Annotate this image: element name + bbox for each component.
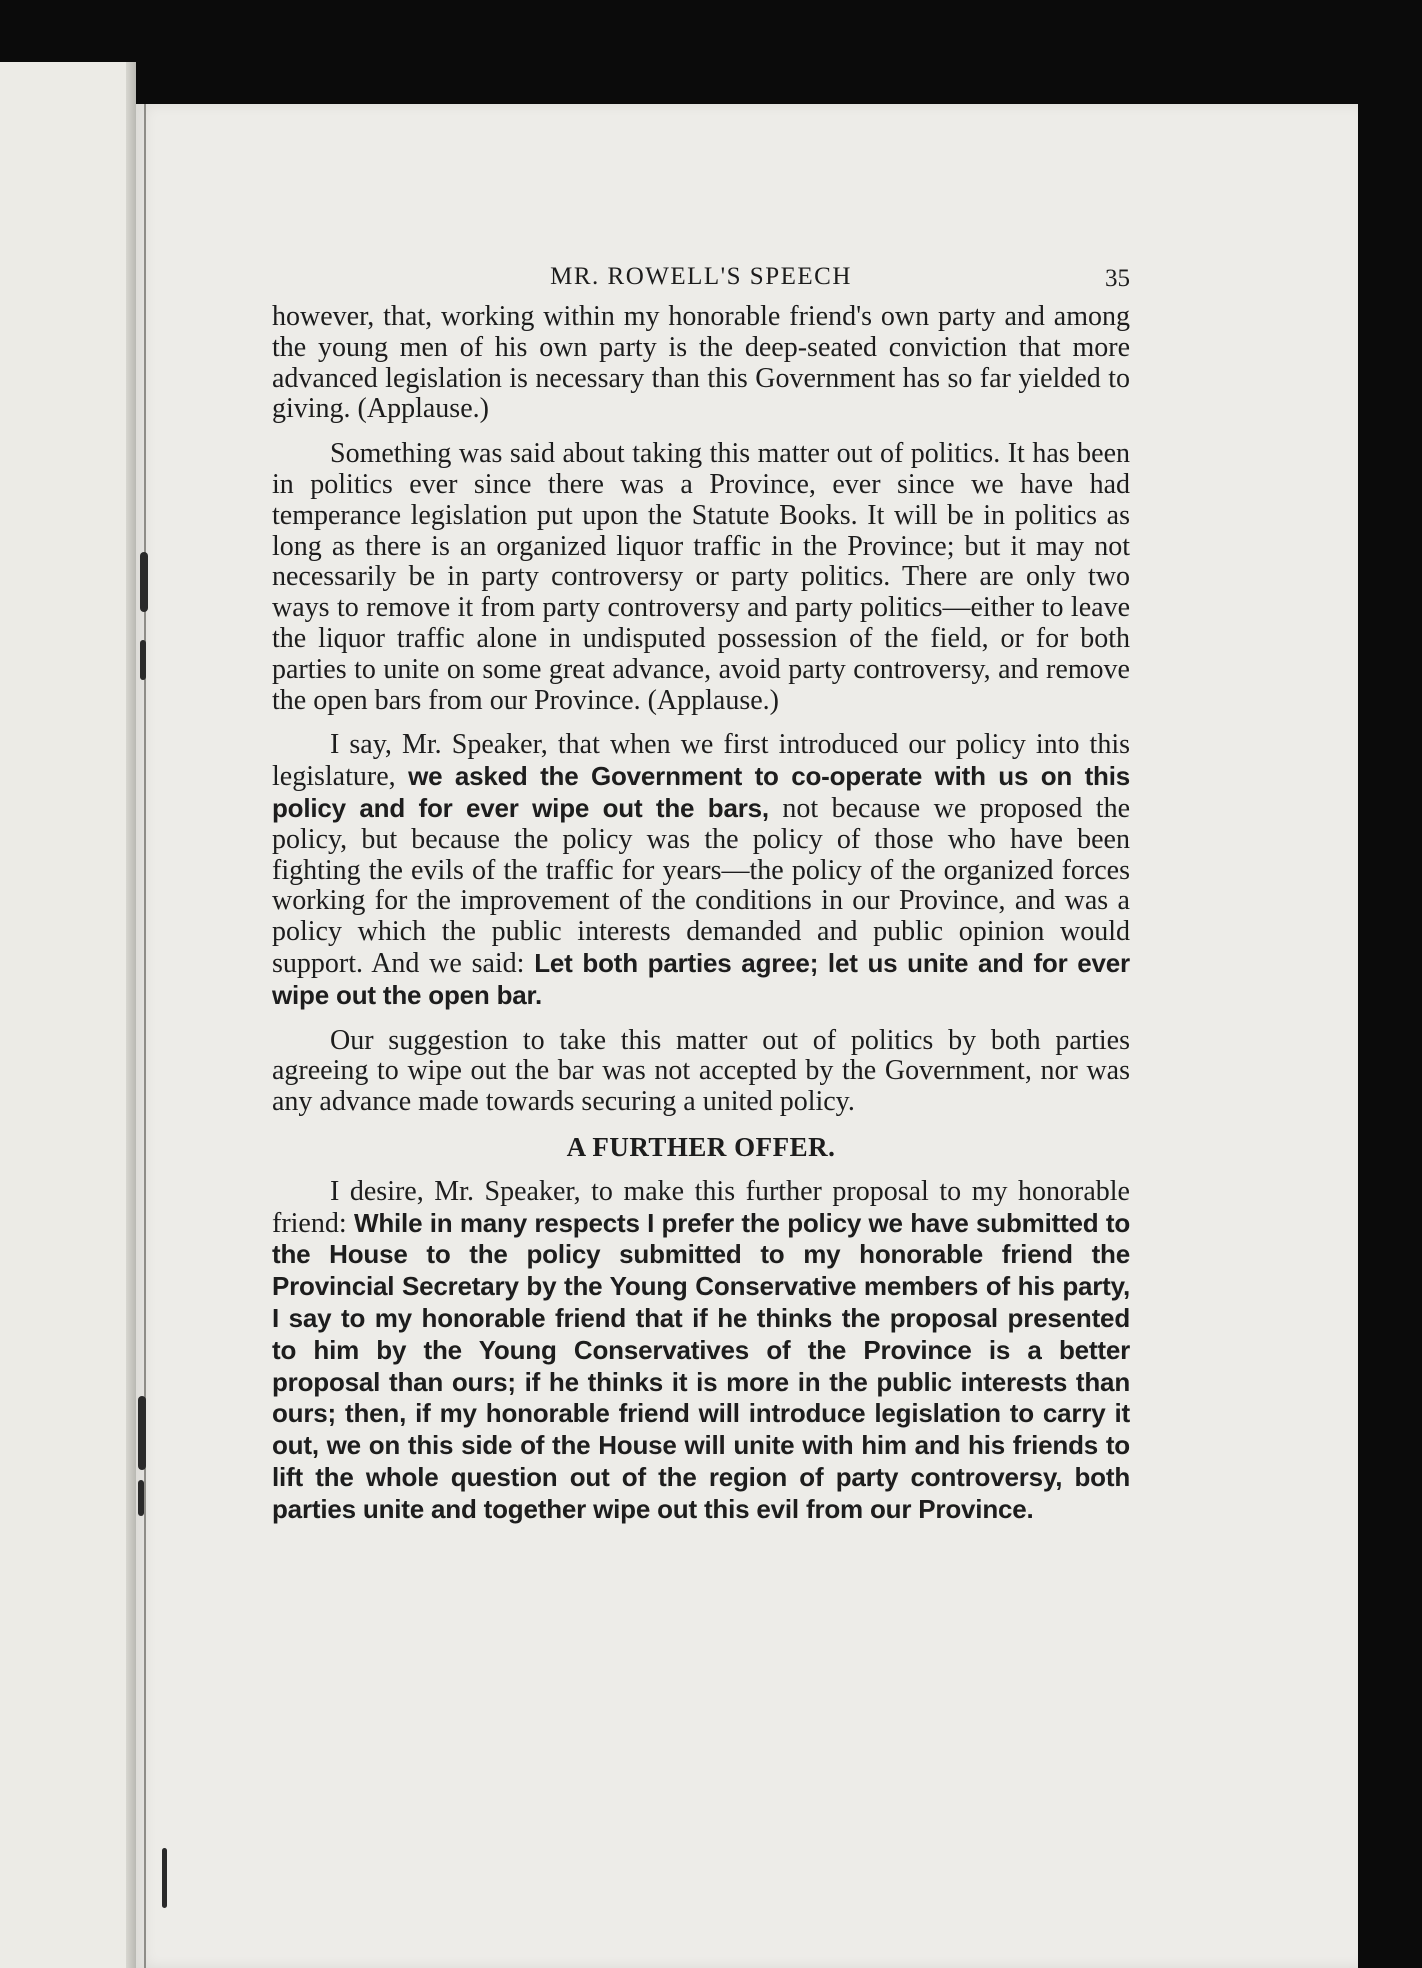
paragraph (272, 439, 1130, 716)
text-run: Something was said about taking this matter out of politics. It has been in politics ever since there was a Province, ever since we have had temperance legislation put upon the Statute Books. It will be in politics as long as there is an organized liquor traffic in the Province; but it may not necessarily be in party controversy or party politics. There are only two ways to remove it from party controversy and party politics—either to leave the liquor traffic alone in undisputed possession of the field, or for both parties to unite on some great advance, avoid party controversy, and remove the open bars from our Province. (Applause.) (272, 438, 1130, 716)
gutter-line (144, 104, 146, 1968)
running-title: MR. ROWELL'S SPEECH (550, 263, 852, 290)
paragraph (272, 1026, 1130, 1118)
section-heading: A FURTHER OFFER. (566, 1131, 836, 1162)
binding-mark (162, 1848, 167, 1908)
binding-mark (140, 640, 146, 680)
bold-text: While in many respects I prefer the policy we have submitted to the House to the policy submitted to my honorable friend the Provincial Secretary by the Young Conservative members of his party, I say to my honorable friend that if he thinks the proposal presented to him by the Young Conservatives of the Province is a better proposal than ours; if he thinks it is more in the public interests than ours; then, if my honorable friend will introduce legislation to carry it out, we on this side of the House will unite with him and his friends to lift the whole question out of the region of party controversy, both parties unite and together wipe out this evil from our Province. (272, 1207, 1131, 1524)
page-number: 35 (1105, 265, 1130, 292)
bold-text: Let both parties agree; let us unite and for ever wipe out the open bar. (272, 947, 1130, 1010)
bold-text: we asked the Government to co-operate with us on this policy and for ever wipe out the bars, (272, 761, 1130, 823)
text-run: I say, Mr. Speaker, that when we first introduced our policy into this legislature, (272, 729, 1130, 793)
page-content (272, 262, 1130, 1539)
body-text-continued (272, 1177, 1130, 1526)
running-head (272, 262, 1130, 298)
binding-mark (138, 1480, 144, 1516)
text-run: Our suggestion to take this matter out of politics by both parties agreeing to wipe out the bar was not accepted by the Government, nor was any advance made towards securing a united policy. (272, 1024, 1130, 1118)
body-text (272, 302, 1130, 1118)
text-run: however, that, working within my honorable friend's own party and among the young men of his own party is the deep-seated conviction that more advanced legislation is necessary than this Government has so far yielded to giving. (Applause.) (272, 301, 1130, 425)
binding-mark (138, 1396, 146, 1470)
text-run: not because we proposed the policy, but because the policy was the policy of those who have been fighting the evils of the traffic for years—the policy of the organized forces working for the improvement of the conditions in our Province, and was a policy which the public interests demanded and public opinion would support. And we said: (272, 792, 1130, 979)
facing-page (0, 62, 134, 1968)
text-run: I desire, Mr. Speaker, to make this further proposal to my honorable friend: (272, 1175, 1130, 1239)
binding-mark (140, 552, 148, 612)
facing-page-edge (126, 62, 136, 1968)
paragraph (272, 730, 1130, 1011)
paragraph (272, 302, 1130, 425)
paragraph (272, 1177, 1130, 1526)
